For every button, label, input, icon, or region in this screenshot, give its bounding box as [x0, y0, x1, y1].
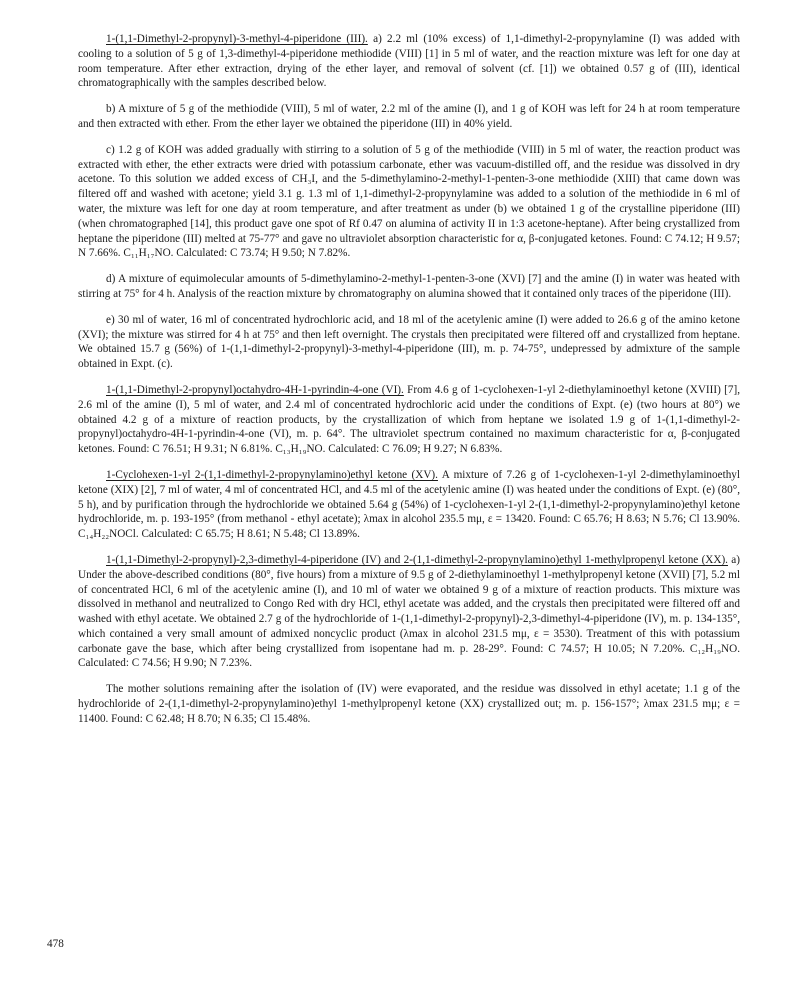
- paragraph-pyrindinone-vi: [78, 383, 740, 457]
- page-number: 478: [47, 938, 64, 950]
- heading-pyrindinone-vi: 1-(1,1-Dimethyl-2-propynyl)octahydro-4H-1-pyrindin-4-one (VI).: [106, 383, 404, 396]
- text-method-e: e) 30 ml of water, 16 ml of concentrated hydrochloric acid, and 18 ml of the acetylenic amine (I) were added to 26.6 g of the amino ketone (XVI); the mixture was stirred for 4 h at 75° and then left overnight. The crystals then precipitated were filtered off and crystallized from heptane. We obtained 15.7 g (56%) of 1-(1,1-dimethyl-2-propynyl)-3-methyl-4-piperidone (III), m. p. 74-75°, undepressed by admixture of the sample obtained in Expt. (c).: [78, 313, 740, 371]
- text-ketone-xv: A mixture of 7.26 g of 1-cyclohexen-1-yl 2-dimethylaminoethyl ketone (XIX) [2], 7 ml of water, 4 ml of concentrated HCl, and 4.5 ml of the acetylenic amine (I) was heated under the conditions of Expt. (e) (80°, 5 h), and by purification through the hydrochloride we obtained 5.64 g (54%) of 1-cyclohexen-1-yl 2-(1,1-dimethyl-2-propynylamino)ethyl ketone hydrochloride, m. p. 193-195° (from methanol - ethyl acetate); λmax in alcohol 235.5 mμ, ε = 13420. Found: C 65.76; H 8.63; N 5.76; Cl 13.90%. C₁₄H₂₂NOCl. Calculated: C 65.75; H 8.61; N 5.48; Cl 13.89%.: [78, 468, 740, 541]
- paragraph-piperidone-iii: [78, 32, 740, 91]
- text-method-d: d) A mixture of equimolecular amounts of 5-dimethylamino-2-methyl-1-penten-3-one (XVI) [7] and the amine (I) in water was heated with stirring at 75° for 4 h. Analysis of the reaction mixture by chromatography on alumina showed that it contained only traces of the piperidone (III).: [78, 273, 740, 300]
- heading-piperidone-iv: 1-(1,1-Dimethyl-2-propynyl)-2,3-dimethyl-4-piperidone (IV) and 2-(1,1-dimethyl-2-propynylamino)ethyl 1-methylpropenyl ketone (XX).: [106, 553, 728, 566]
- paragraph-ketone-xv: [78, 468, 740, 542]
- paragraph-method-d: [78, 272, 740, 302]
- text-method-c: c) 1.2 g of KOH was added gradually with stirring to a solution of 5 g of the methiodide (VIII) in 5 ml of water, the reaction product was extracted with ether, the ether extracts were dried with potassium carbonate, ether was vacuum-distilled off, and the residue was dissolved in dry acetone. To this solution we added excess of CH₃I, and the 5-dimethylamino-2-methyl-1-penten-3-one methiodide (XIII) that came down was filtered off and washed with acetone; yield 3.1 g. 1.3 ml of 1,1-dimethyl-2-propynylamine was added to a solution of the methiodide in 6 ml of water, the mixture was left for one day at room temperature, and after treatment as under (b) we obtained 1 g of the crystalline piperidone (III) (when chromatographed [14], this product gave one spot of Rf 0.47 on alumina of activity II in 1:3 acetone-heptane). After being crystallized from heptane the piperidone (III) melted at 75-77° and gave no ultraviolet absorption characteristic for α, β-conjugated ketones. Found: C 74.12; H 9.57; N 7.66%. C₁₁H₁₇NO. Calculated: C 73.74; H 9.50; N 7.82%.: [78, 143, 740, 260]
- paragraph-method-c: [78, 143, 740, 261]
- article-body: [78, 32, 740, 738]
- paragraph-mother-solutions: [78, 682, 740, 726]
- paragraph-method-e: [78, 313, 740, 372]
- text-piperidone-iv: a) Under the above-described conditions (80°, five hours) from a mixture of 9.5 g of 2-diethylaminoethyl 1-methylpropenyl ketone (XVII) [7], 5.2 ml of concentrated HCl, 6 ml of the acetylenic amine (I), and 10 ml of water we obtained 9 g of a mixture of reaction products. This mixture was dissolved in methanol and neutralized to Congo Red with dry HCl, ethyl acetate was added, and the crystals then precipitated were filtered off and washed with ethyl acetate. We obtained 2.7 g of the hydrochloride of 1-(1,1-dimethyl-2-propynyl)-2,3-dimethyl-4-piperidone (IV), m. p. 134-135°, which contained a very small amount of admixed noncyclic product (λmax in alcohol 231.5 mμ, ε = 3530). Treatment of this with potassium carbonate gave the base, which after being crystallized from isopentane had m. p. 28-29°. Found: C 74.57; H 10.05; N 7.20%. C₁₂H₁₉NO. Calculated: C 74.56; H 9.90; N 7.23%.: [78, 553, 740, 670]
- text-mother-solutions: The mother solutions remaining after the isolation of (IV) were evaporated, and the residue was dissolved in ethyl acetate; 1.1 g of the hydrochloride of 2-(1,1-dimethyl-2-propynylamino)ethyl 1-methylpropenyl ketone (XX) crystallized out; m. p. 156-157°; λmax 231.5 mμ; ε = 11400. Found: C 62.48; H 8.70; N 6.35; Cl 15.48%.: [78, 683, 740, 725]
- paragraph-piperidone-iv: [78, 553, 740, 671]
- heading-ketone-xv: 1-Cyclohexen-1-yl 2-(1,1-dimethyl-2-propynylamino)ethyl ketone (XV).: [106, 468, 438, 481]
- text-method-b: b) A mixture of 5 g of the methiodide (VIII), 5 ml of water, 2.2 ml of the amine (I), and 1 g of KOH was left for 24 h at room temperature and then extracted with ether. From the ether layer we obtained the piperidone (III) in 40% yield.: [78, 103, 740, 130]
- text-pyrindinone-vi: From 4.6 g of 1-cyclohexen-1-yl 2-diethylaminoethyl ketone (XVIII) [7], 2.6 ml of the amine (I), 5 ml of water, and 2.4 ml of concentrated hydrochloric acid under the conditions of Expt. (e) (two hours at 80°) we obtained 4.2 g of a mixture of reaction products, by the crystallization of which from heptane we isolated 1.9 g of 1-(1,1-dimethyl-2-propynyl)octahydro-4H-1-pyrindin-4-one (VI), m. p. 64°. The ultraviolet spectrum contained no maximum characteristic for α, β-conjugated ketones. Found: C 76.51; H 9.31; N 6.81%. C₁₃H₁₉NO. Calculated: C 76.09; H 9.27; N 6.83%.: [78, 383, 740, 456]
- paragraph-method-b: [78, 102, 740, 132]
- heading-piperidone-iii: 1-(1,1-Dimethyl-2-propynyl)-3-methyl-4-piperidone (III).: [106, 33, 368, 45]
- text-piperidone-iii: a) 2.2 ml (10% excess) of 1,1-dimethyl-2-propynylamine (I) was added with cooling to a solution of 5 g of 1,3-dimethyl-4-piperidone methiodide (VIII) [1] in 5 ml of water, and the reaction mixture was left for one day at room temperature. After ether extraction, drying of the ether layer, and removal of solvent (cf. [1]) we obtained 0.57 g of (III), identical chromatographically with the samples described below.: [78, 33, 740, 90]
